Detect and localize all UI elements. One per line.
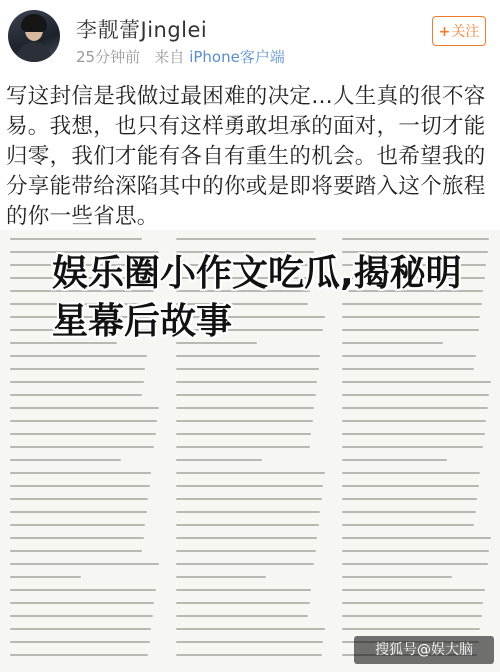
letter-line	[176, 368, 319, 370]
letter-line	[176, 511, 320, 513]
letter-line	[176, 498, 322, 500]
plus-icon: +	[438, 24, 451, 40]
letter-line	[342, 550, 489, 552]
overlay-title: 娱乐圈小作文吃瓜,揭秘明星幕后故事	[52, 253, 462, 342]
letter-line	[10, 537, 144, 539]
letter-line	[176, 433, 311, 435]
letter-line	[176, 602, 310, 604]
letter-line	[342, 472, 480, 474]
letter-line	[10, 238, 142, 240]
letter-line	[342, 355, 476, 357]
post-time: 25分钟前	[76, 48, 141, 66]
letter-line	[176, 459, 262, 461]
letter-line	[176, 524, 319, 526]
letter-line	[342, 459, 447, 461]
letter-line	[10, 368, 145, 370]
letter-line	[342, 563, 488, 565]
letter-line	[176, 576, 266, 578]
letter-line	[342, 524, 474, 526]
letter-line	[342, 628, 480, 630]
letter-line	[176, 446, 310, 448]
letter-line	[176, 355, 320, 357]
letter-line	[342, 615, 482, 617]
letter-line	[176, 238, 316, 240]
letter-line	[176, 394, 316, 396]
username[interactable]: 李靓蕾Jinglei	[76, 18, 208, 42]
letter-line	[10, 550, 142, 552]
avatar-shirt	[16, 42, 52, 62]
letter-line	[10, 459, 121, 461]
letter-line	[10, 576, 81, 578]
letter-line	[10, 563, 159, 565]
letter-line	[10, 498, 148, 500]
letter-line	[176, 485, 323, 487]
letter-line	[342, 238, 489, 240]
letter-line	[342, 498, 477, 500]
letter-line	[342, 602, 483, 604]
letter-line	[342, 576, 452, 578]
letter-line	[176, 472, 325, 474]
letter-line	[10, 433, 156, 435]
letter-line	[10, 472, 151, 474]
post-meta	[76, 46, 285, 67]
letter-line	[10, 381, 144, 383]
letter-line	[176, 641, 323, 643]
letter-line	[10, 485, 150, 487]
letter-line	[342, 433, 485, 435]
letter-line	[176, 628, 325, 630]
post-header	[0, 0, 500, 75]
letter-line	[10, 524, 145, 526]
letter-line	[10, 615, 153, 617]
follow-button[interactable]	[432, 16, 486, 46]
letter-line	[342, 381, 491, 383]
letter-line	[342, 511, 476, 513]
letter-line	[342, 537, 491, 539]
letter-line	[10, 654, 148, 656]
post-source[interactable]: iPhone客户端	[189, 48, 285, 66]
letter-line	[176, 537, 317, 539]
letter-line	[176, 407, 314, 409]
letter-line	[176, 550, 316, 552]
letter-line	[342, 589, 485, 591]
letter-line	[176, 381, 317, 383]
letter-line	[10, 511, 147, 513]
user-avatar[interactable]	[8, 10, 60, 62]
avatar-hair	[21, 14, 47, 32]
source-prefix: 来自	[154, 48, 185, 66]
letter-line	[10, 420, 157, 422]
letter-line	[10, 589, 156, 591]
letter-line	[342, 407, 488, 409]
follow-label: 关注	[451, 24, 480, 40]
post-body: 写这封信是我做过最困难的决定…人生真的很不容易。我想，也只有这样勇敢坦承的面对，一切才能归零，我们才能有各自有重生的机会。也希望我的分享能带给深陷其中的你或是即将要踏入这个旅程的你一些省思。	[6, 84, 486, 229]
letter-line	[10, 394, 142, 396]
letter-line	[342, 420, 486, 422]
letter-line	[10, 355, 147, 357]
watermark: 搜狐号@娱大脑	[354, 636, 494, 664]
letter-line	[176, 589, 311, 591]
letter-line	[176, 420, 313, 422]
letter-line	[10, 407, 159, 409]
letter-line	[176, 563, 314, 565]
letter-line	[342, 446, 483, 448]
letter-line	[10, 602, 154, 604]
letter-line	[342, 485, 479, 487]
letter-line	[10, 641, 150, 643]
letter-line	[342, 394, 489, 396]
letter-line	[176, 615, 308, 617]
letter-line	[10, 628, 151, 630]
letter-line	[176, 654, 322, 656]
letter-line	[10, 446, 154, 448]
letter-line	[342, 368, 474, 370]
